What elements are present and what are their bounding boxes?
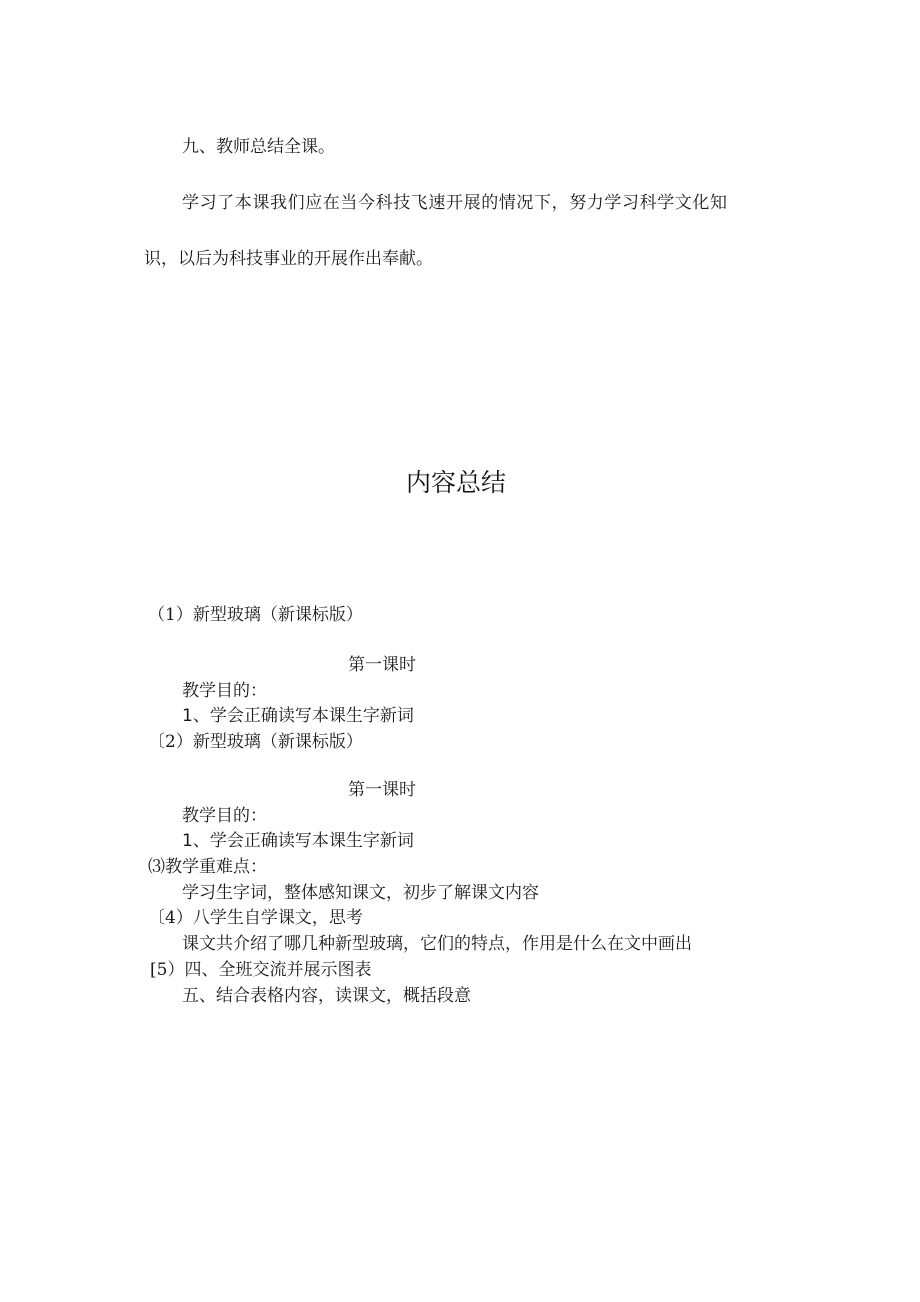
- summary-item-11: 〔4）八学生自学课文，思考: [148, 908, 363, 928]
- section-heading: 九、教师总结全课。: [182, 137, 335, 157]
- summary-title: 内容总结: [406, 468, 507, 497]
- summary-item-3: 教学目的：: [182, 681, 267, 701]
- summary-item-10: 学习生字词，整体感知课文，初步了解课文内容: [182, 883, 539, 903]
- summary-item-5: 〔2）新型玻璃（新课标版）: [148, 732, 363, 752]
- summary-item-2: 第一课时: [348, 655, 416, 675]
- summary-item-9: ⑶教学重难点：: [148, 857, 267, 877]
- summary-item-7: 教学目的：: [182, 806, 267, 826]
- summary-item-8: 1、学会正确读写本课生字新词: [182, 831, 414, 851]
- summary-item-12: 课文共介绍了哪几种新型玻璃，它们的特点，作用是什么在文中画出: [182, 934, 692, 954]
- summary-item-6: 第一课时: [348, 780, 416, 800]
- summary-item-4: 1、学会正确读写本课生字新词: [182, 706, 414, 726]
- paragraph-line-2: 识，以后为科技事业的开展作出奉献。: [144, 249, 433, 269]
- summary-item-1: （1）新型玻璃（新课标版）: [148, 605, 363, 625]
- paragraph-line-1: 学习了本课我们应在当今科技飞速开展的情况下，努力学习科学文化知: [182, 193, 728, 213]
- summary-item-13: [5）四、全班交流并展示图表: [150, 960, 372, 980]
- summary-item-14: 五、结合表格内容，读课文，概括段意: [182, 986, 471, 1006]
